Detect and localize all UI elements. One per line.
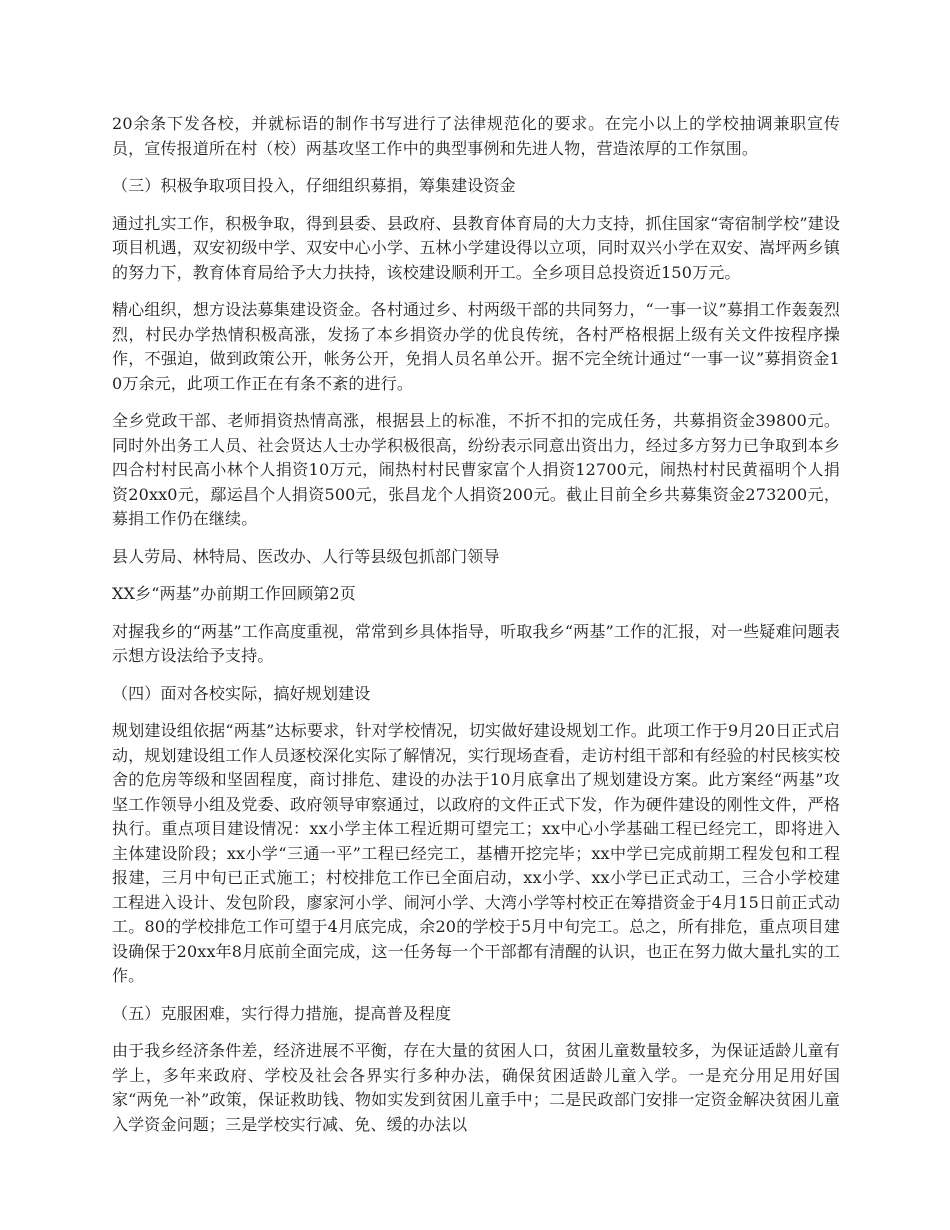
section-heading-funding: （三）积极争取项目投入，仔细组织募捐，筹集建设资金 (112, 176, 516, 195)
paragraph-planning-construction: 规划建设组依据“两基”达标要求，针对学校情况，切实做好建设规划工作。此项工作于9月20日正式启动，规划建设组工作人员逐校深化实际了解情况，实行现场查看，走访村组干部和有经验的村民核实校舍的危房等级和坚固程度，商讨排危、建设的办法于10月底拿出了规划建设方案。此方案经“两基”攻坚工作领导小组及党委、政府领导审察通过，以政府的文件正式下发，作为硬件建设的刚性文件，严格执行。重点项目建设情况：xx小学主体工程近期可望完工；xx中心小学基础工程已经完工，即将进入主体建设阶段；xx小学“三通一平”工程已经完工，基槽开挖完毕；xx中学已完成前期工程发包和工程报建，三月中旬已正式施工；村校排危工作已全面启动，xx小学、xx小学已正式动工，三合小学校建工程进入设计、发包阶段，廖家河小学、闹河小学、大湾小学等村校正在筹措资金于4月15日前正式动工。80的学校排危工作可望于4月底完成，余20的学校于5月中旬完工。总之，所有排危，重点项目建设确保于20xx年8月底前全面完成，这一任务每一个干部都有清醒的认识，也正在努力做大量扎实的工作。 (112, 721, 840, 985)
document-page (112, 112, 840, 1150)
paragraph-poverty-measures: 由于我乡经济条件差，经济进展不平衡，存在大量的贫困人口，贫困儿童数量较多，为保证适龄儿童有学上，多年来政府、学校及社会各界实行多种办法，确保贫困适龄儿童入学。一是充分用足用好国家“两免一补”政策，保证救助钱、物如实发到贫困儿童手中；二是民政部门安排一定资金解决贫困儿童入学资金问题；三是学校实行减、免、缓的办法以 (112, 1041, 840, 1134)
section-heading-planning: （四）面对各校实际，搞好规划建设 (112, 683, 371, 703)
paragraph-project-investment: 通过扎实工作，积极争取，得到县委、县政府、县教育体育局的大力支持，抓住国家“寄宿制学校”建设项目机遇，双安初级中学、双安中心小学、五林小学建设得以立项，同时双兴小学在双安、嵩坪两乡镇的努力下，教育体育局给予大力扶持，该校建设顺利开工。全乡项目总投资近150万元。 (112, 213, 840, 282)
section-heading-enrollment: （五）克服困难，实行得力措施，提高普及程度 (112, 1003, 452, 1023)
paragraph-fundraising: 精心组织，想方设法募集建设资金。各村通过乡、村两级干部的共同努力，“一事一议”募捐工作轰轰烈烈，村民办学热情积极高涨，发扬了本乡捐资办学的优良传统，各村严格根据上级有关文件按程序操作，不强迫，做到政策公开，帐务公开，免捐人员名单公开。据不完全统计通过“一事一议”募捐资金10万余元，此项工作正在有条不紊的进行。 (112, 300, 840, 393)
paragraph-guidance-support: 对握我乡的“两基”工作高度重视，常常到乡具体指导，听取我乡“两基”工作的汇报，对一些疑难问题表示想方设法给予支持。 (112, 621, 840, 665)
paragraph-county-departments: 县人劳局、林特局、医改办、人行等县级包抓部门领导 (112, 546, 500, 566)
paragraph-donations: 全乡党政干部、老师捐资热情高涨，根据县上的标准，不折不扣的完成任务，共募捐资金39800元。同时外出务工人员、社会贤达人士办学积极很高，纷纷表示同意出资出力，经过多方努力已争取到本乡四合村村民高小林个人捐资10万元，闹热村村民曹家富个人捐资12700元，闹热村村民黄福明个人捐资20xx0元，鄢运昌个人捐资500元，张昌龙个人捐资200元。截止目前全乡共募集资金273200元，募捐工作仍在继续。 (112, 411, 840, 528)
paragraph-slogan-standards: 20余条下发各校，并就标语的制作书写进行了法律规范化的要求。在完小以上的学校抽调兼职宣传员，宣传报道所在村（校）两基攻坚工作中的典型事例和先进人物，营造浓厚的工作氛围。 (112, 114, 840, 158)
page-header-note: XX乡“两基”办前期工作回顾第2页 (112, 584, 356, 603)
